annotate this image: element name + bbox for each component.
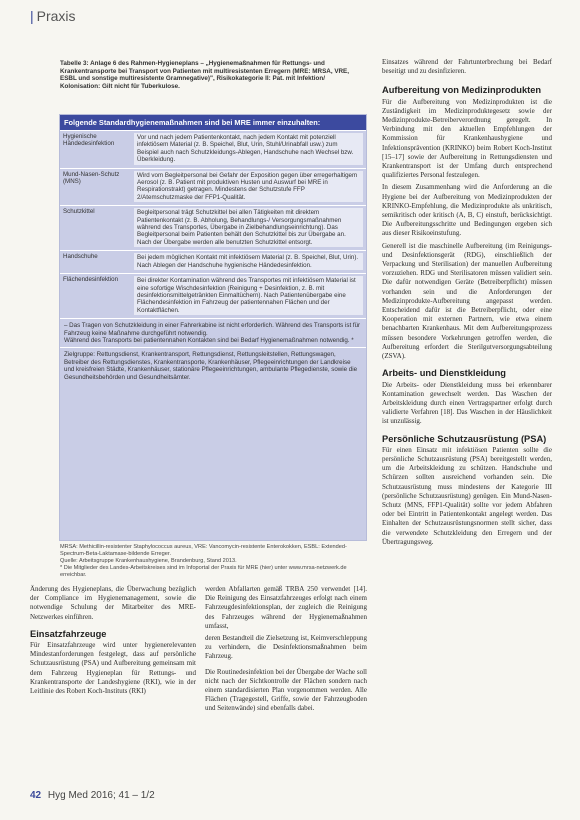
table-note: Während des Transports bei patientennahen Kontakten sind bei Bedarf Hygienemaßnahmen notwendig. * [64, 336, 354, 344]
right-intro: Einsatzes während der Fahrtunterbrechung bei Bedarf beseitigt und zu desinfizieren. [382, 58, 552, 76]
row-value: Wird vom Begleitpersonal bei Gefahr der Exposition gegen über erregerhaltigem Aerosol (z. B. Patient mit produktiven Husten und Auswurf bei MRE in Respirationstrakt) getragen. Mindestens der Schutzstufe FFP 2/Atemschutzmaske der FFP1-Qualität. [134, 171, 363, 203]
row-value: Bei jedem möglichen Kontakt mit infektiösem Material (z. B. Speichel, Blut, Urin). Nach Ablegen der Handschuhe hygienische Händedesinfektion. [134, 253, 363, 270]
right-p4: Die Arbeits- oder Dienstkleidung muss bei erkennbarer Kontamination gewechselt werden. Das Waschen der Arbeitskleidung durch einen Vertragspartner erfolgt durch validierte Verfahren [18]. Das Waschen in der Häuslichkeit ist unzulässig. [382, 380, 552, 426]
right-column [382, 58, 552, 547]
row-key: Flächendesinfektion [63, 276, 119, 284]
row-key: Handschuhe [63, 253, 98, 261]
heading-psa: Persönliche Schutzausrüstung (PSA) [382, 433, 547, 444]
row-key: Schutzkittel [63, 208, 95, 216]
row-value: Begleitpersonal trägt Schutzkittel bei allen Tätigkeiten mit direktem Patientenkontakt (z. B. Abholung, Behandlungs-/ Versorgungsmaßnahmen während des Transportes, Übergabe in Zielbehandlungseinrichtung). Das Begleitpersonal beim Patienten behält den Schutzkittel bis zur Übergabe an. Nach der Übergabe werden alle benutzten Schutzkittel entsorgt. [134, 208, 363, 247]
row-value: Vor und nach jedem Patientenkontakt, nach jedem Kontakt mit potenziell infektiösem Material (z. B. Speichel, Blut, Urin, Stuhl/Urinabfall usw.) zum Beispiel auch nach Schutzkleidungs-Ablegen, Handschuhe nach Wechsel bzw. Überkleidung. [134, 133, 363, 165]
right-p1: Für die Aufbereitung von Medizinprodukten ist die Zuständigkeit im Medizinproduktegesetz sowie der Medizinprodukte-Betreiberverordnung geregelt. In Verbindung mit den aktuellen Empfehlungen der Kommission für Krankenhaushygiene und Infektionsprävention (KRINKO) beim Robert Koch-Institut [15–17] sowie der Aufbereitung in Rettungsdiensten und Krankentransport ist der Umfang durch entsprechend qualifiziertes Personal festzulegen. [382, 97, 552, 180]
table-notes [60, 318, 366, 347]
footnote: * Die Mitglieder des Landes-Arbeitskreises sind im Infoportal der Praxis für MRE (hier) unter www.mrsa-netzwerk.de erreichbar. [60, 565, 347, 578]
hygiene-table [59, 114, 367, 541]
left-text: Für Einsatzfahrzeuge wird unter hygienerelevanten Mindestanforderungen festgelegt, dass auf persönliche Schutzausrüstung (PSA) und Aufbereitung gemeinsam mit dem Fahrzeug Hygieneplan für Rettungs- und Krankentransporte der Landeshygiene (RKI), wie in der Leitlinie des Robert Koch-Instituts (RKI) [30, 641, 196, 696]
table-caption: Tabelle 3: Anlage 6 des Rahmen-Hygieneplans – „Hygienemaßnahmen für Rettungs- und Krankentransporte bei Transport von Patienten mit multiresistenten Erregern (MRE: MRSA, VRE, ESBL und sonstige multiresistente Gramnegative)", Risikokategorie II: Pat. mit Infektion/ Kolonisation: Gilt nicht für Tuberkulose. [60, 60, 350, 90]
table-note: – Das Tragen von Schutzkleidung in einer Fahrerkabine ist nicht erforderlich. Während des Transports ist für Fahrzeug keine Maßnahme durchgeführt notwendig. [64, 322, 361, 337]
right-p2: In diesem Zusammenhang wird die Anforderung an die Hygiene bei der Aufbereitung von Medizinprodukten der KRINKO-Empfehlung, die Medizinprodukte als unkritisch, semikritisch oder kritisch (A, B, C) einstuft, berücksichtigt. Die Aufbereitungsschritte und Bedingungen ergeben sich aus dieser Risikoeinstufung. [382, 183, 552, 238]
right-p5: Für einen Einsatz mit infektiösen Patienten sollte die persönliche Schutzausrüstung (PSA) bereitgestellt werden, um die Arbeitskleidung zu schützen. Handschuhe und Schürzen sollten ausreichend vorhanden sein. Die Schutzausrüstung muss mindestens der Kategorie III (persönliche Schutzausrüstung) genügen. Ein Mund-Nasen-Schutz (MNS, FFP1-Qualität) sollte vor jedem Abfahren oder bei Eintritt in Patientenkontakt angelegt werden. Das Einhalten der Schutzausrüstungsnormen stellt sicher, dass die verwendete Schutzkleidung den Erregern und der Übertragungsweg. [382, 445, 552, 546]
mid-text-3: Die Routinedesinfektion bei der Übergabe der Wache soll nicht nach der Sichtkontrolle der Flächen sondern nach einem standardisierten Plan vorgenommen werden. Alle Flächen (Tragegestell, Griffe, sowie der Fahrzeugboden und Seitenwände) sind ebenfalls dabei. [205, 667, 367, 713]
footnote: MRSA: Methicillin-resistenter Staphylococcus aureus, VRE: Vancomycin-resistente Enterokokken, ESBL: Extended-Spectrum-Beta-Laktamase-bildende Erreger. [60, 544, 347, 557]
table-footnotes [60, 544, 365, 579]
table-closing: Zielgruppe: Rettungsdienst, Krankentransport, Rettungsdienst, Rettungsleitstellen, Rettungswagen, Betreiber des Rettungsdienstes, Krankentransporte, Krankenhäuser, Pflegeeinrichtungen der Landkreise und kreisfreien Städte, Krankenhäuser, stationäre Pflegeeinrichtungen, ambulante Pflegedienste, sowie die Gesundheitsbehörden und Gesundheitsämter. [60, 347, 366, 384]
row-value: Bei direkter Kontamination während des Transportes mit infektiösem Material ist eine sofortige Wischdesinfektion (Reinigung + Desinfektion, z. B. mit desinfektionsmittelgetränkten Einmaltüchern). Nach Patientenübergabe eine Flächendesinfektion im Fahrzeug der patientennahen Flächen und der Kontaktflächen. [134, 276, 363, 315]
heading-medizinprodukte: Aufbereitung von Medizinprodukten [382, 85, 542, 96]
row-key: Mund-Nasen-Schutz (MNS) [63, 170, 120, 186]
table-row [60, 168, 366, 206]
left-column [30, 585, 196, 696]
table-row [60, 273, 366, 318]
page-number: 42 [30, 790, 42, 801]
section-title: Praxis [36, 8, 76, 24]
mid-text-1: werden Abfallarten gemäß TRBA 250 verwendet [14]. Die Reinigung des Einsatzfahrzeuges erfolgt nach einem Fahrzeugdesinfektionsplan, der zugleich die Reinigung des Fahrzeuges während der Hygienemaßnahmen umfasst, [205, 585, 367, 630]
journal-ref: Hyg Med 2016; 41 – 1/2 [47, 790, 155, 801]
table-row [60, 205, 366, 250]
row-key: Hygienische Händedesinfektion [63, 133, 115, 148]
left-intro: Änderung des Hygieneplans, die Überwachung bezüglich der Compliance im Hygienemanagement, sowie die notwendige Schulung der Mitarbeiter des MRE-Netzwerkes einführen. [30, 585, 196, 621]
section-header [30, 8, 76, 24]
table-header: Folgende Standardhygienemaßnahmen sind bei MRE immer einzuhalten: [60, 115, 366, 130]
footnote: Quelle: Arbeitsgruppe Krankenhaushygiene, Brandenburg, Stand 2013. [60, 558, 237, 564]
right-p3: Generell ist die maschinelle Aufbereitung (im Reinigungs- und Desinfektionsgerät (RDG), einschließlich der Verpackung und Sterilisation) der manuellen Aufbereitung vorzuziehen. RDG und Sterilisatoren müssen validiert sein. Die dafür notwendigen Geräte (Betreiberpflicht) müssen vorhanden sein und die Anforderungen der Medizinprodukte-Aufbereitung angepasst werden. Entscheidend dafür ist die Betreiberpflicht, oder eine Kooperation mit externen Partnern, wie etwa einem benachbarten Krankenhaus. Mit dem Aufbereitungsprozess müssen besondere Vorkehrungen getroffen werden, die Aufbereitung erfordert die Sterilgutversorgungsabteilung (ZSVA). [382, 241, 552, 361]
page-footer [30, 790, 155, 801]
middle-column [205, 585, 367, 714]
heading-dienstkleidung: Arbeits- und Dienstkleidung [382, 368, 506, 379]
mid-text-2: deren Bestandteil die Zielsetzung ist, Keimverschleppung zu verhindern, die Desinfektionsmaßnahmen beim Fahrzeug. [205, 634, 367, 661]
heading-einsatzfahrzeuge: Einsatzfahrzeuge [30, 628, 107, 639]
section-bar: | [30, 8, 34, 24]
table-row [60, 130, 366, 168]
table-row [60, 250, 366, 273]
